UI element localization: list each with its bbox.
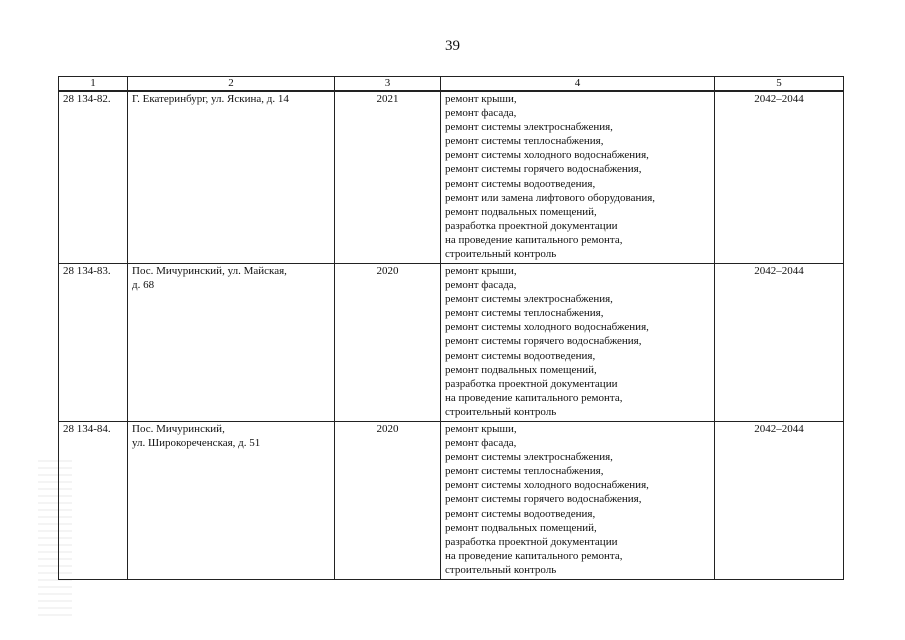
work-item: ремонт системы электроснабжения, — [445, 293, 613, 306]
row-works — [441, 422, 715, 580]
row-address — [128, 264, 335, 422]
work-item: ремонт подвальных помещений, — [445, 205, 597, 218]
address-line: Пос. Мичуринский, ул. Майская, — [132, 265, 287, 277]
row-period: 2042–2044 — [715, 264, 844, 422]
work-item: на проведение капитального ремонта, — [445, 233, 623, 246]
table-row — [59, 264, 844, 422]
repair-schedule-table — [58, 76, 844, 580]
work-item: ремонт системы холодного водоснабжения, — [445, 149, 649, 162]
work-item: ремонт фасада, — [445, 437, 517, 450]
work-item: ремонт системы горячего водоснабжения, — [445, 163, 642, 176]
work-item: ремонт системы электроснабжения, — [445, 121, 613, 134]
work-item: ремонт системы холодного водоснабжения, — [445, 479, 649, 492]
address-line: д. 68 — [132, 279, 155, 292]
header-col-4: 4 — [441, 77, 715, 92]
work-item: ремонт подвальных помещений, — [445, 521, 597, 534]
row-year: 2020 — [335, 422, 441, 580]
work-item: ремонт или замена лифтового оборудования, — [445, 191, 656, 204]
row-works — [441, 264, 715, 422]
row-year: 2020 — [335, 264, 441, 422]
work-item: ремонт крыши, — [445, 265, 517, 277]
work-item: на проведение капитального ремонта, — [445, 391, 623, 404]
work-item: ремонт системы теплоснабжения, — [445, 465, 604, 478]
table-row — [59, 422, 844, 580]
work-item: ремонт системы водоотведения, — [445, 177, 596, 190]
header-col-1: 1 — [59, 77, 128, 92]
table-row — [59, 91, 844, 264]
row-number: 28 134-83. — [59, 264, 128, 422]
work-item: ремонт крыши, — [445, 93, 517, 105]
work-item: разработка проектной документации — [445, 377, 618, 390]
address-line: Пос. Мичуринский, — [132, 423, 225, 435]
row-address — [128, 91, 335, 264]
table-header — [59, 77, 844, 92]
work-item: строительный контроль — [445, 248, 557, 261]
row-period: 2042–2044 — [715, 91, 844, 264]
address-line: ул. Широкореченская, д. 51 — [132, 437, 261, 450]
header-col-3: 3 — [335, 77, 441, 92]
page-number: 39 — [445, 38, 460, 54]
work-item: ремонт крыши, — [445, 423, 517, 435]
row-address — [128, 422, 335, 580]
work-item: разработка проектной документации — [445, 219, 618, 232]
row-number: 28 134-82. — [59, 91, 128, 264]
header-col-5: 5 — [715, 77, 844, 92]
header-col-2: 2 — [128, 77, 335, 92]
header-row — [59, 77, 844, 92]
work-item: строительный контроль — [445, 405, 557, 418]
work-item: ремонт системы горячего водоснабжения, — [445, 493, 642, 506]
row-works — [441, 91, 715, 264]
table-body — [59, 91, 844, 580]
work-item: ремонт системы электроснабжения, — [445, 451, 613, 464]
work-item: разработка проектной документации — [445, 535, 618, 548]
work-item: на проведение капитального ремонта, — [445, 549, 623, 562]
work-item: ремонт системы водоотведения, — [445, 349, 596, 362]
work-item: ремонт подвальных помещений, — [445, 363, 597, 376]
work-item: ремонт системы теплоснабжения, — [445, 135, 604, 148]
work-item: ремонт системы горячего водоснабжения, — [445, 335, 642, 348]
work-item: ремонт фасада, — [445, 107, 517, 120]
work-item: строительный контроль — [445, 563, 557, 576]
row-year: 2021 — [335, 91, 441, 264]
work-item: ремонт системы холодного водоснабжения, — [445, 321, 649, 334]
address-line: Г. Екатеринбург, ул. Яскина, д. 14 — [132, 93, 289, 105]
row-number: 28 134-84. — [59, 422, 128, 580]
row-period: 2042–2044 — [715, 422, 844, 580]
work-item: ремонт фасада, — [445, 279, 517, 292]
work-item: ремонт системы водоотведения, — [445, 507, 596, 520]
work-item: ремонт системы теплоснабжения, — [445, 307, 604, 320]
